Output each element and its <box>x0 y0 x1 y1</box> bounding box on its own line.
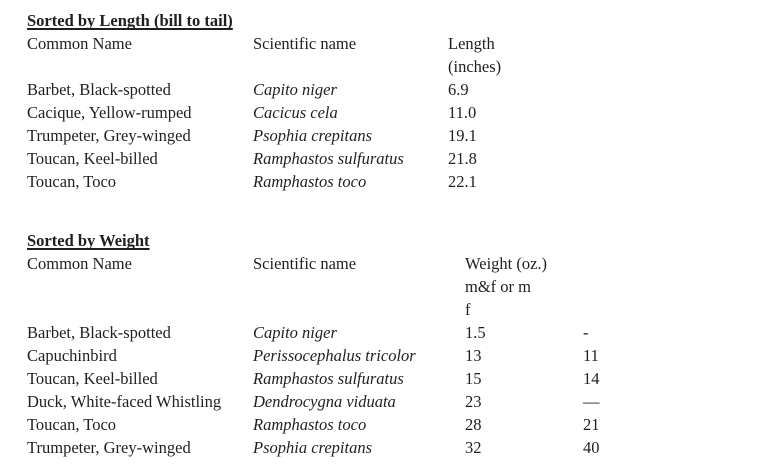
scientific-name-cell: Perissocephalus tricolor <box>253 346 416 365</box>
common-name-cell: Barbet, Black-spotted <box>27 80 171 99</box>
common-name-cell: Toucan, Keel-billed <box>27 369 158 388</box>
table-row <box>27 170 768 193</box>
scientific-name-cell: Cacicus cela <box>253 103 338 122</box>
common-name-cell: Toucan, Toco <box>27 172 117 191</box>
common-name-cell: Toucan, Keel-billed <box>27 149 158 168</box>
weight-male-cell: 28 <box>465 415 482 434</box>
weight-male-cell: 15 <box>465 369 482 388</box>
length-table-section <box>27 9 768 193</box>
table-row <box>27 344 768 367</box>
weight-table-title <box>27 229 768 252</box>
weight-header-subline <box>465 275 768 321</box>
scientific-name-cell: Ramphastos toco <box>253 415 367 434</box>
weight-male-cell: 32 <box>465 438 482 457</box>
length-table <box>27 32 768 193</box>
scientific-name-cell: Psophia crepitans <box>253 438 373 457</box>
weight-female-cell: 14 <box>583 369 600 388</box>
weight-col-header-weight <box>465 252 768 321</box>
weight-female-cell: 40 <box>583 438 600 457</box>
common-name-cell: Barbet, Black-spotted <box>27 323 171 342</box>
length-table-title-text: Sorted by Length (bill to tail) <box>27 11 233 30</box>
length-value-cell: 6.9 <box>448 80 469 99</box>
length-value-cell: 19.1 <box>448 126 477 145</box>
scientific-name-cell: Capito niger <box>253 323 337 342</box>
table-row <box>27 367 768 390</box>
scientific-name-cell: Dendrocygna viduata <box>253 392 396 411</box>
weight-female-cell: 11 <box>583 346 599 365</box>
weight-subheader-female: f <box>465 300 471 319</box>
common-name-cell: Toucan, Toco <box>27 415 117 434</box>
weight-table-title-text: Sorted by Weight <box>27 231 150 250</box>
table-row <box>27 124 768 147</box>
scientific-name-cell: Psophia crepitans <box>253 126 373 145</box>
weight-male-cell: 13 <box>465 346 482 365</box>
scientific-name-cell: Capito niger <box>253 80 337 99</box>
table-row <box>27 101 768 124</box>
table-row <box>27 147 768 170</box>
weight-col-header-common-name: Common Name <box>27 254 132 273</box>
weight-female-cell: 21 <box>583 415 600 434</box>
table-row <box>27 413 768 436</box>
length-value-cell: 11.0 <box>448 103 477 122</box>
table-row <box>27 436 768 459</box>
weight-female-cell: — <box>583 392 600 411</box>
table-row <box>27 321 768 344</box>
common-name-cell: Cacique, Yellow-rumped <box>27 103 192 122</box>
weight-header-line1: Weight (oz.) <box>465 254 548 273</box>
length-col-header-length <box>448 32 768 78</box>
scientific-name-cell: Ramphastos sulfuratus <box>253 149 404 168</box>
weight-table-header-row <box>27 252 768 321</box>
weight-female-cell: - <box>583 323 589 342</box>
weight-col-header-scientific-name: Scientific name <box>253 254 357 273</box>
length-col-header-scientific-name: Scientific name <box>253 34 357 53</box>
length-table-title <box>27 9 768 32</box>
scientific-name-cell: Ramphastos sulfuratus <box>253 369 404 388</box>
length-header-line1: Length <box>448 34 495 53</box>
weight-table <box>27 252 768 459</box>
weight-male-cell: 1.5 <box>465 323 486 342</box>
weight-subheader-male: m&f or m <box>465 277 531 296</box>
table-row <box>27 390 768 413</box>
length-col-header-common-name: Common Name <box>27 34 132 53</box>
common-name-cell: Duck, White-faced Whistling <box>27 392 222 411</box>
length-header-line2: (inches) <box>448 57 502 76</box>
weight-table-section <box>27 229 768 459</box>
weight-male-cell: 23 <box>465 392 482 411</box>
length-value-cell: 21.8 <box>448 149 477 168</box>
length-value-cell: 22.1 <box>448 172 477 191</box>
common-name-cell: Trumpeter, Grey-winged <box>27 126 191 145</box>
common-name-cell: Trumpeter, Grey-winged <box>27 438 191 457</box>
length-table-header-row <box>27 32 768 78</box>
table-row <box>27 78 768 101</box>
scientific-name-cell: Ramphastos toco <box>253 172 367 191</box>
common-name-cell: Capuchinbird <box>27 346 117 365</box>
